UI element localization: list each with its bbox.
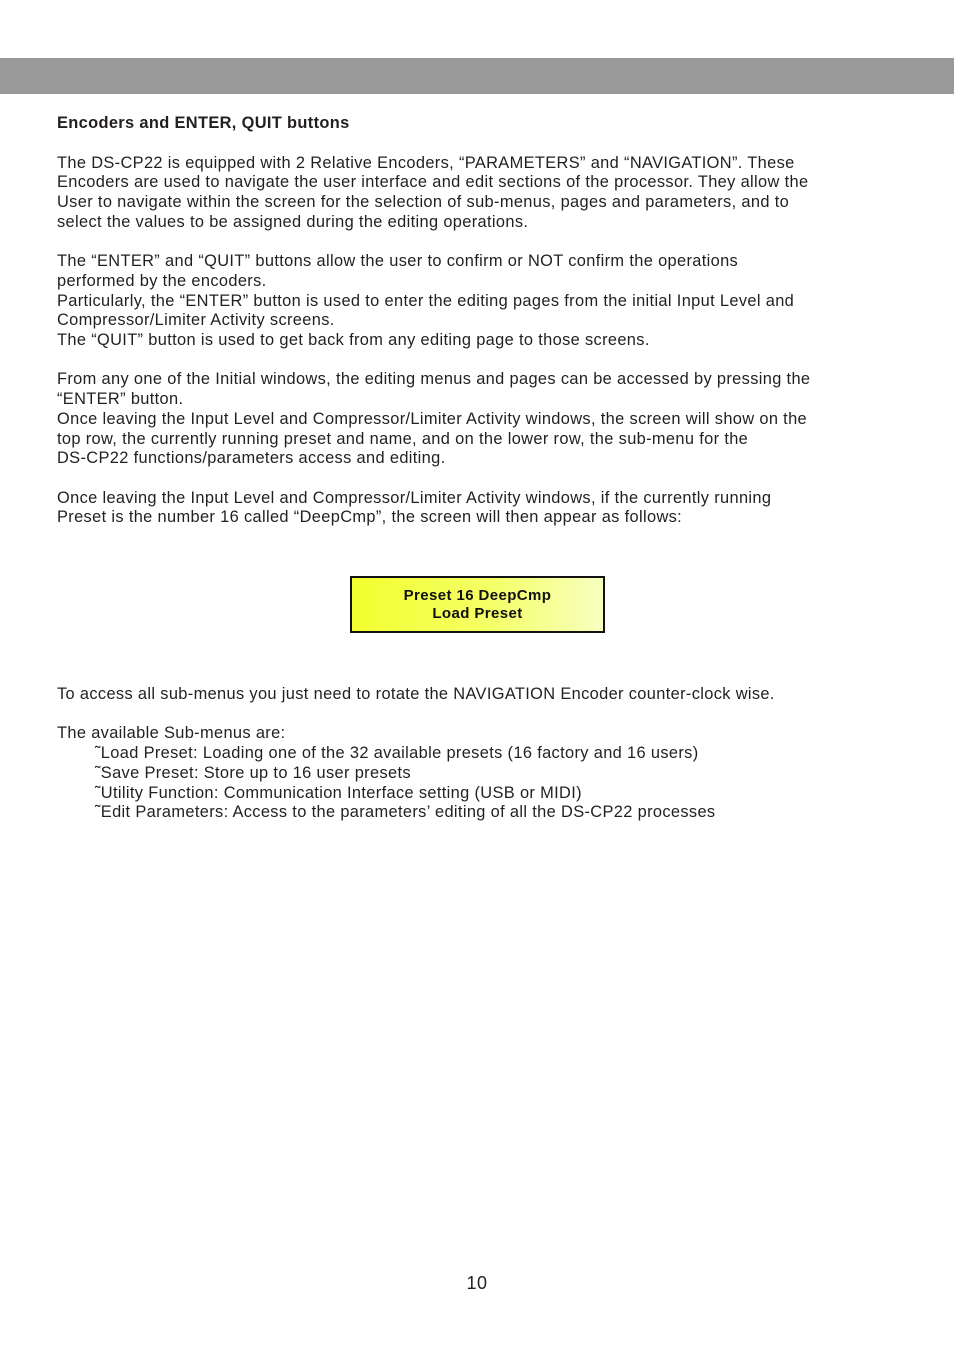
text-line: Once leaving the Input Level and Compressor/Limiter Activity windows, if the currently running <box>57 488 772 507</box>
text-line: The DS-CP22 is equipped with 2 Relative Encoders, “PARAMETERS” and “NAVIGATION”. These <box>57 153 795 172</box>
list-item: ˜Save Preset: Store up to 16 user presets <box>95 763 411 782</box>
text-line: The “ENTER” and “QUIT” buttons allow the user to confirm or NOT confirm the operations <box>57 252 739 271</box>
text-line: “ENTER” button. <box>57 390 184 409</box>
submenu-list <box>57 744 907 823</box>
main-text <box>57 114 907 528</box>
list-item: ˜Edit Parameters: Access to the parameters’ editing of all the DS-CP22 processes <box>95 803 716 822</box>
text-line: The “QUIT” button is used to get back from any editing page to those screens. <box>57 331 650 349</box>
text-line: Encoders are used to navigate the user interface and edit sections of the processor. They allow the <box>57 173 809 192</box>
paragraph-example <box>57 489 907 528</box>
text-line: Particularly, the “ENTER” button is used to enter the editing pages from the initial Input Level and <box>57 291 795 310</box>
text-line: select the values to be assigned during the editing operations. <box>57 212 529 231</box>
submenu-text <box>57 685 907 823</box>
section-title: Encoders and ENTER, QUIT buttons <box>57 114 350 132</box>
text-line: Once leaving the Input Level and Compressor/Limiter Activity windows, the screen will show on the <box>57 409 808 428</box>
page-number: 10 <box>466 1273 488 1293</box>
text-line: From any one of the Initial windows, the editing menus and pages can be accessed by pressing the <box>57 370 811 389</box>
list-item: ˜Load Preset: Loading one of the 32 available presets (16 factory and 16 users) <box>95 744 699 763</box>
text-line: performed by the encoders. <box>57 271 267 290</box>
paragraph-encoders <box>57 154 907 233</box>
list-item: ˜Utility Function: Communication Interface setting (USB or MIDI) <box>95 783 582 802</box>
text-line: User to navigate within the screen for the selection of sub-menus, pages and parameters, and to <box>57 193 790 212</box>
header-bar <box>0 58 954 94</box>
lcd-line-preset: Preset 16 DeepCmp <box>403 586 552 604</box>
lcd-line-submenu: Load Preset <box>432 604 523 622</box>
text-line: Compressor/Limiter Activity screens. <box>57 311 335 330</box>
text-line: DS-CP22 functions/parameters access and editing. <box>57 449 446 468</box>
text-line: Preset is the number 16 called “DeepCmp”, the screen will then appear as follows: <box>57 508 683 527</box>
access-instruction: To access all sub-menus you just need to rotate the NAVIGATION Encoder counter-clock wise. <box>57 685 775 703</box>
paragraph-buttons <box>57 252 907 351</box>
text-line: top row, the currently running preset and name, and on the lower row, the sub-menu for the <box>57 429 749 448</box>
submenu-intro: The available Sub-menus are: <box>57 724 286 743</box>
lcd-display <box>350 576 605 633</box>
paragraph-initial-windows <box>57 370 907 469</box>
